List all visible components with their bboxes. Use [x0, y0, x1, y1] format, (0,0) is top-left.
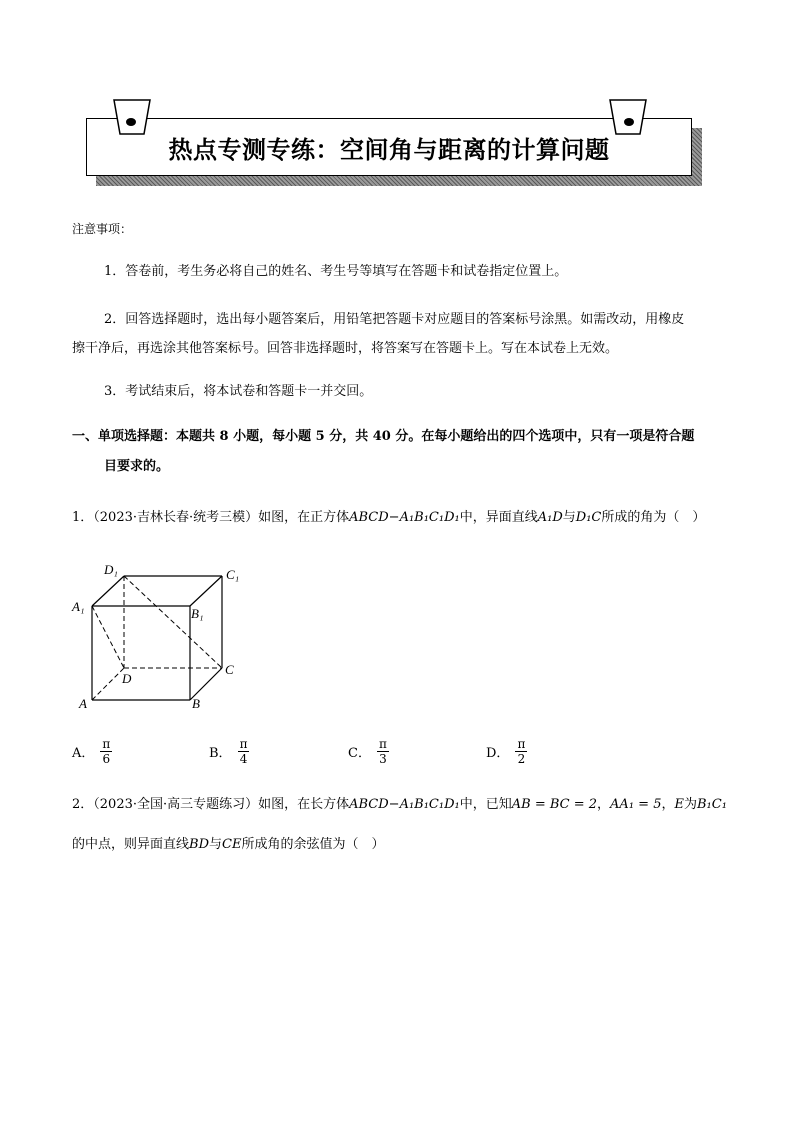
- fraction-denominator: 4: [239, 752, 248, 766]
- option-fraction: [515, 737, 527, 766]
- q2-prefix: 2．（2023·全国·高三专题练习）如图，在长方体: [72, 797, 350, 812]
- edge-b1c1: [190, 576, 222, 606]
- label-b: B: [192, 696, 200, 711]
- left-tag-icon: [112, 98, 152, 136]
- q1-line-b: D₁C: [575, 510, 602, 525]
- q1-suffix: 所成的角为（ ）: [601, 510, 706, 525]
- q1-solid: ABCD−A₁B₁C₁D₁: [349, 510, 460, 525]
- edge-a1d1: [92, 576, 124, 606]
- question-2: [72, 795, 727, 815]
- q2-line-a: BD: [189, 837, 209, 852]
- q1-line-a: A₁D: [537, 510, 563, 525]
- section-heading-cont: 目要求的。: [104, 459, 170, 474]
- q2-sep2: ，: [661, 797, 675, 812]
- fraction-denominator: 3: [379, 752, 387, 766]
- label-d1: D₁: [104, 562, 118, 577]
- fraction-numerator: π: [102, 737, 111, 751]
- q1-option-c[interactable]: [348, 737, 389, 766]
- option-letter: A．: [72, 746, 95, 761]
- q2-line-b: CE: [222, 837, 242, 852]
- q2-cond2: AA₁ = 5: [610, 797, 662, 812]
- q2-mid1: 中，已知: [459, 797, 512, 812]
- q2-point: E: [674, 797, 684, 812]
- edge-ad: [92, 668, 124, 700]
- q1-option-b[interactable]: [209, 737, 249, 766]
- label-c1: C₁: [226, 567, 240, 582]
- fraction-numerator: π: [239, 737, 248, 751]
- q2-line2-prefix: 的中点，则异面直线: [72, 837, 190, 852]
- question-2-cont: [72, 835, 384, 855]
- notice-heading: 注意事项：: [72, 222, 133, 236]
- q2-solid: ABCD−A₁B₁C₁D₁: [349, 797, 460, 812]
- q1-mid1: 中，异面直线: [459, 510, 538, 525]
- q2-seg: B₁C₁: [697, 797, 727, 812]
- q2-suffix: 所成角的余弦值为（ ）: [241, 837, 385, 852]
- q2-mid3: 与: [209, 837, 223, 852]
- q2-mid2: 为: [683, 797, 697, 812]
- label-b1: B₁: [191, 606, 204, 621]
- option-letter: B．: [209, 746, 232, 761]
- q2-cond1: AB = BC = 2: [511, 797, 598, 812]
- q2-sep: ，: [597, 797, 611, 812]
- option-letter: D．: [486, 746, 510, 761]
- notice-item-1: 1．答卷前，考生务必将自己的姓名、考生号等填写在答题卡和试卷指定位置上。: [104, 264, 568, 279]
- diag-a1d: [92, 606, 124, 668]
- option-letter: C．: [348, 746, 371, 761]
- q1-mid2: 与: [562, 510, 576, 525]
- page-title: 热点专测专练：空间角与距离的计算问题: [168, 135, 610, 164]
- option-fraction: [100, 737, 112, 766]
- q1-option-a[interactable]: [72, 737, 112, 766]
- fraction-denominator: 6: [102, 752, 111, 766]
- fraction-numerator: π: [517, 737, 526, 751]
- fraction-denominator: 2: [517, 752, 526, 766]
- label-c: C: [225, 662, 234, 677]
- option-fraction: [377, 737, 389, 766]
- q1-prefix: 1．（2023·吉林长春·统考三模）如图，在正方体: [72, 510, 350, 525]
- cube-figure: [70, 556, 250, 716]
- fraction-numerator: π: [378, 737, 387, 751]
- notice-item-2-cont: 擦干净后，再选涂其他答案标号。回答非选择题时，将答案写在答题卡上。写在本试卷上无效。: [72, 341, 619, 356]
- notice-item-3: 3．考试结束后，将本试卷和答题卡一并交回。: [104, 384, 373, 399]
- question-1: [72, 508, 705, 528]
- q1-option-d[interactable]: [486, 737, 527, 766]
- label-d: D: [122, 671, 132, 686]
- notice-item-2: 2．回答选择题时，选出每小题答案后，用铅笔把答题卡对应题目的答案标号涂黑。如需改动，用橡皮: [104, 312, 685, 327]
- option-fraction: [238, 737, 250, 766]
- label-a1: A₁: [72, 599, 85, 614]
- section-heading: 一、单项选择题：本题共 8 小题，每小题 5 分，共 40 分。在每小题给出的四个选项中，只有一项是符合题: [72, 429, 695, 444]
- label-a: A: [79, 696, 87, 711]
- right-tag-icon: [608, 98, 648, 136]
